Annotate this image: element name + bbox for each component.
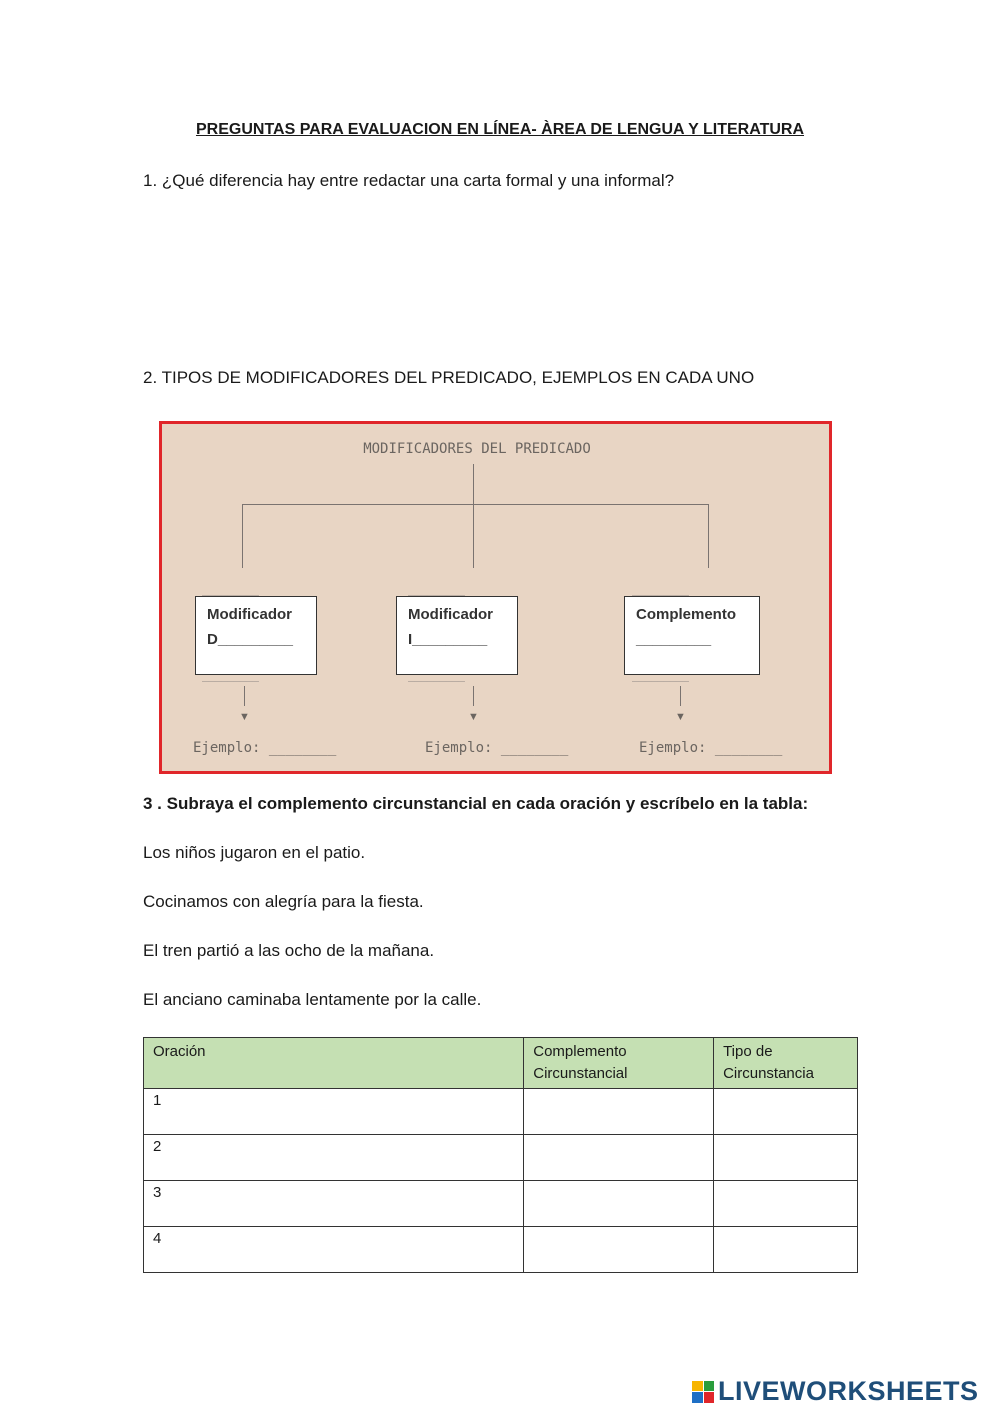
box-blank: _________ [636, 631, 712, 648]
example-blank: Ejemplo: ________ [425, 740, 569, 756]
question-1: 1. ¿Qué diferencia hay entre redactar una carta formal y una informal? [143, 171, 675, 190]
row-number: 4 [144, 1227, 524, 1273]
diagram-connector [242, 504, 243, 568]
diagram-connector [708, 504, 709, 568]
table-row [144, 1089, 858, 1135]
header-complemento: Complemento Circunstancial [524, 1038, 714, 1089]
answer-cell[interactable] [714, 1181, 858, 1227]
table-row [144, 1135, 858, 1181]
box-complemento [624, 596, 760, 675]
answer-cell[interactable] [524, 1181, 714, 1227]
diagram-connector [473, 686, 474, 706]
diagram-connector [473, 504, 474, 568]
diagram-connector [244, 686, 245, 706]
answer-cell[interactable] [524, 1089, 714, 1135]
predicate-modifiers-diagram [159, 421, 832, 774]
header-tipo: Tipo de Circunstancia [714, 1038, 858, 1089]
diagram-dashes: _________ [632, 668, 689, 682]
logo-icon [692, 1381, 714, 1403]
table-row [144, 1227, 858, 1273]
box-label: Complemento [636, 606, 737, 623]
table-header-row [144, 1038, 858, 1089]
diagram-dashes: _________ [408, 582, 465, 596]
answer-cell[interactable] [714, 1135, 858, 1181]
header-oracion: Oración [144, 1038, 524, 1089]
answer-cell[interactable] [714, 1227, 858, 1273]
diagram-connector [680, 686, 681, 706]
diagram-dashes: _________ [408, 668, 465, 682]
box-label: Modificador [207, 606, 292, 623]
answer-table [143, 1037, 858, 1273]
example-blank: Ejemplo: ________ [193, 740, 337, 756]
diagram-dashes: _________ [632, 582, 689, 596]
arrow-down-icon: ▼ [675, 711, 686, 723]
box-label: Modificador [408, 606, 493, 623]
diagram-connector [242, 504, 709, 505]
box-modificador-indirecto [396, 596, 518, 675]
box-blank: I_________ [408, 631, 488, 648]
example-blank: Ejemplo: ________ [639, 740, 783, 756]
sentence-1: Los niños jugaron en el patio. [143, 843, 366, 862]
liveworksheets-logo [692, 1376, 979, 1407]
arrow-down-icon: ▼ [468, 711, 479, 723]
row-number: 1 [144, 1089, 524, 1135]
answer-cell[interactable] [524, 1135, 714, 1181]
arrow-down-icon: ▼ [239, 711, 250, 723]
question-3: 3 . Subraya el complemento circunstancial en cada oración y escríbelo en la tabla: [143, 794, 809, 813]
sentence-4: El anciano caminaba lentamente por la calle. [143, 990, 482, 1009]
question-2: 2. TIPOS DE MODIFICADORES DEL PREDICADO, EJEMPLOS EN CADA UNO [143, 368, 755, 387]
diagram-title: MODIFICADORES DEL PREDICADO [363, 441, 591, 457]
row-number: 2 [144, 1135, 524, 1181]
row-number: 3 [144, 1181, 524, 1227]
diagram-dashes: _________ [202, 582, 259, 596]
sentence-2: Cocinamos con alegría para la fiesta. [143, 892, 424, 911]
sentence-3: El tren partió a las ocho de la mañana. [143, 941, 435, 960]
logo-text: LIVEWORKSHEETS [718, 1376, 979, 1406]
box-blank: D_________ [207, 631, 293, 648]
page-title: PREGUNTAS PARA EVALUACION EN LÍNEA- ÀREA DE LENGUA Y LITERATURA [195, 121, 805, 138]
answer-cell[interactable] [524, 1227, 714, 1273]
table-row [144, 1181, 858, 1227]
diagram-connector [473, 464, 474, 508]
answer-cell[interactable] [714, 1089, 858, 1135]
diagram-dashes: _________ [202, 668, 259, 682]
box-modificador-directo [195, 596, 317, 675]
